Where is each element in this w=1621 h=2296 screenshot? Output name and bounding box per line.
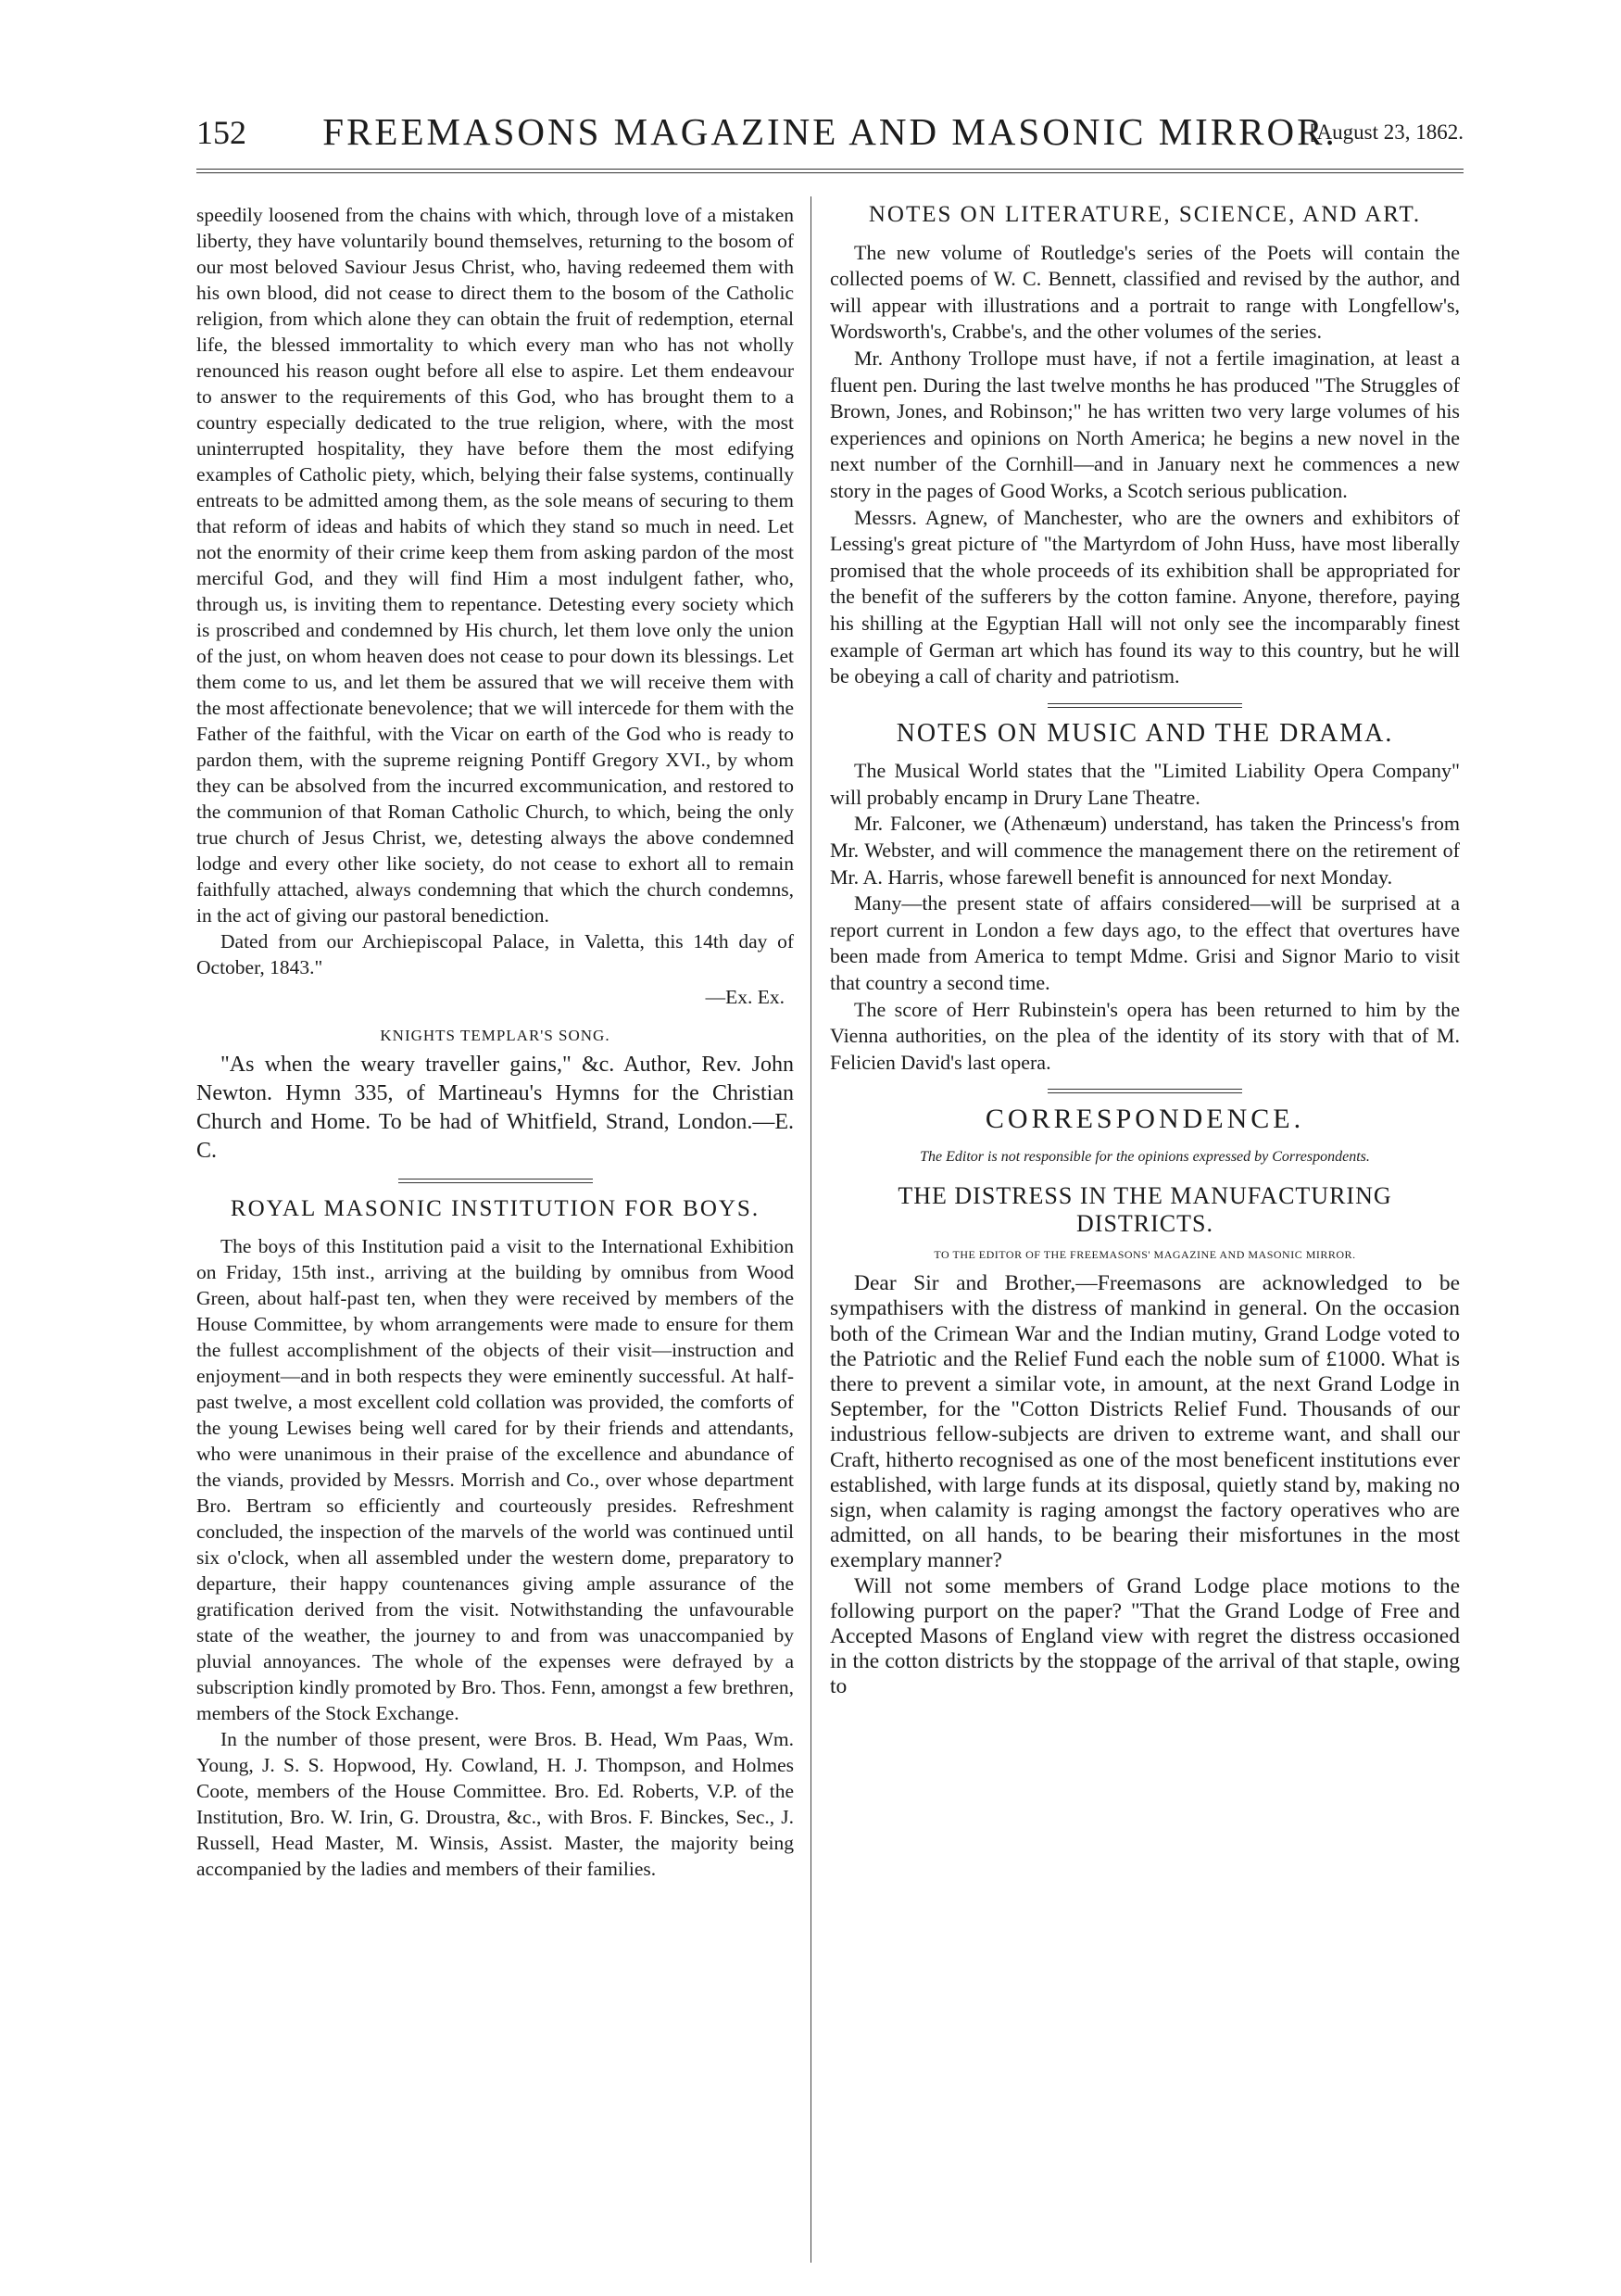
section-divider (1048, 703, 1242, 708)
music-title: NOTES ON MUSIC AND THE DRAMA. (896, 718, 1394, 748)
left-column (196, 202, 794, 1882)
rmi-title: ROYAL MASONIC INSTITUTION FOR BOYS. (230, 1196, 760, 1221)
music-paragraph-1: The Musical World states that the "Limited Liability Opera Company" will probably encamp in Drury Lane Theatre. (830, 759, 1460, 809)
music-paragraph-2: Mr. Falconer, we (Athenæum) understand, has taken the Princess's from Mr. Webster, and will commence the management there on the retirement of Mr. A. Harris, whose farewell benefit is announced for next Monday. (830, 812, 1460, 889)
literature-paragraph-2: Mr. Anthony Trollope must have, if not a fertile imagination, at least a fluent pen. During the last twelve months he has produced "The Struggles of Brown, Jones, and Robinson;" he has written two very large volumes of his experiences and opinions on North America; he begins a new novel in the next number of the Cornhill—and in January next he commences a new story in the pages of Good Works, a Scotch serious publication. (830, 346, 1460, 502)
pastoral-letter-dateline: Dated from our Archiepiscopal Palace, in Valetta, this 14th day of October, 1843." (196, 930, 794, 978)
music-paragraph-4: The score of Herr Rubinstein's opera has been returned to him by the Vienna authorities, on the plea of the identity of its story with that of M. Felicien David's last opera. (830, 997, 1460, 1074)
song-title: KNIGHTS TEMPLAR'S SONG. (380, 1027, 610, 1044)
letter-paragraph-1: Dear Sir and Brother,—Freemasons are acknowledged to be sympathisers with the distress of mankind in general. On the occasion both of the Crimean War and the Indian mutiny, Grand Lodge voted to the Patriotic and the Relief Fund each the noble sum of £1000. What is there to prevent a similar vote, in amount, at the next Grand Lodge in September, for the "Cotton Districts Relief Fund. Thousands of our industrious fellow-subjects are driven to extreme want, and shall our Craft, hitherto recognised as one of the most beneficent institutions ever established, with large funds at its disposal, quietly stand by, making no sign, when calamity is raging amongst the factory operatives who are admitted, on all hands, to be bearing their misfortunes in the most exemplary manner? (830, 1271, 1460, 1573)
page-header (196, 109, 1464, 161)
song-text: "As when the weary traveller gains," &c. Author, Rev. John Newton. Hymn 335, of Martineau's Hymns for the Christian Church and Home. To be had of Whitfield, Strand, London.—E. C. (196, 1053, 794, 1163)
section-divider (1048, 1089, 1242, 1093)
letter-address: TO THE EDITOR OF THE FREEMASONS' MAGAZINE AND MASONIC MIRROR. (934, 1247, 1356, 1261)
letter-paragraph-2: Will not some members of Grand Lodge place motions to the following purport on the paper? "That the Grand Lodge of Free and Accepted Masons of England view with regret the distress occasioned in the cotton districts by the stoppage of the arrival of that staple, owing to (830, 1573, 1460, 1699)
section-divider (398, 1179, 593, 1183)
music-paragraph-3: Many—the present state of affairs considered—will be surprised at a report current in London a few days ago, to the effect that overtures have been made from America to tempt Mdme. Grisi and Signor Mario to visit that country a second time. (830, 891, 1460, 995)
magazine-title: FREEMASONS MAGAZINE AND MASONIC MIRROR. (322, 110, 1338, 153)
page-number: 152 (196, 114, 246, 151)
correspondence-title: CORRESPONDENCE. (985, 1104, 1305, 1135)
rmi-paragraph-1: The boys of this Institution paid a visit to the International Exhibition on Friday, 15th inst., arriving at the building by omnibus from Wood Green, about half-past ten, when they were received by members of the House Committee, by whom arrangements were made to ensure for them the fullest accomplishment of the objects of their visit—instruction and enjoyment—and in both respects they were eminently successful. At half-past twelve, a most excellent cold collation was provided, the comforts of the young Lewises being well cared for by their friends and attendants, who were unanimous in their praise of the excellence and abundance of the viands, provided by Messrs. Morrish and Co., over whose department Bro. Bertram so efficiently and courteously presides. Refreshment concluded, the inspection of the marvels of the world was continued until six o'clock, when all assembled under the western dome, preparatory to departure, their happy countenances giving ample assurance of the gratification derived from the visit. Notwithstanding the unfavourable state of the weather, the journey to and from was unaccompanied by pluvial annoyances. The whole of the expenses were defrayed by a subscription kindly promoted by Bro. Thos. Fenn, amongst a few brethren, members of the Stock Exchange. (196, 1235, 794, 1724)
header-rule (196, 169, 1464, 173)
literature-title: NOTES ON LITERATURE, SCIENCE, AND ART. (868, 202, 1422, 227)
literature-paragraph-3: Messrs. Agnew, of Manchester, who are the owners and exhibitors of Lessing's great picture of "the Martyrdom of John Huss, have most liberally promised that the whole proceeds of its exhibition shall be appropriated for the benefit of the sufferers by the cotton famine. Anyone, therefore, paying his shilling at the Egyptian Hall will not only see the incomparably finest example of German art which has found its way to this country, but he will be obeying a call of charity and patriotism. (830, 505, 1460, 688)
issue-date: [August 23, 1862. (1309, 120, 1464, 144)
editor-disclaimer: The Editor is not responsible for the opinions expressed by Correspondents. (920, 1149, 1370, 1165)
rmi-paragraph-2: In the number of those present, were Bros. B. Head, Wm Paas, Wm. Young, J. S. S. Hopwood, Hy. Cowland, H. J. Thompson, and Holmes Coote, members of the House Committee. Bro. Ed. Roberts, V.P. of the Institution, Bro. W. Irin, G. Droustra, &c., with Bros. F. Binckes, Sec., J. Russell, Head Master, M. Winsis, Assist. Master, the majority being accompanied by the ladies and members of their families. (196, 1728, 794, 1880)
column-rule (810, 196, 811, 2263)
pastoral-letter-signature: —Ex. Ex. (705, 986, 785, 1008)
pastoral-letter-paragraph: speedily loosened from the chains with which, through love of a mistaken liberty, they have voluntarily bound themselves, returning to the bosom of our most beloved Saviour Jesus Christ, who, having redeemed them with his own blood, did not cease to direct them to the bosom of the Catholic religion, from which alone they can obtain the fruit of redemption, eternal life, the blessed immortality to which every man who has not wholly renounced his reason ought before all else to aspire. Let them endeavour to answer to the requirements of this God, who has brought them to a country especially dedicated to the true religion, where, with the most uninterrupted hospitality, they have before them the most edifying examples of Catholic piety, which, belying their false systems, continually entreats to be admitted among them, as the sole means of securing to them that reform of ideas and habits of which they stand so much in need. Let not the enormity of their crime keep them from asking pardon of the most merciful God, and they will find Him a most indulgent father, who, through us, is inviting them to repentance. Detesting every society which is proscribed and condemned by His church, let them love only the union of the just, on whom heaven does not cease to pour down its blessings. Let them come to us, and let them be assured that we will receive them with the most affectionate benevolence; that we will intercede for them with the Father of the faithful, with the Vicar on earth of the God who is ready to pardon them, with the supreme reigning Pontiff Gregory XVI., by whom they can be absolved from the incurred excommunication, and restored to the communion of that Roman Catholic Church, to which, being the only true church of Jesus Christ, we, detesting always the above condemned lodge and every other like society, do not cease to exhort all to remain faithfully attached, always condemning that which the church condemns, in the act of giving our pastoral benediction. (196, 204, 794, 927)
distress-article-title: THE DISTRESS IN THE MANUFACTURING DISTRICTS. (898, 1181, 1392, 1237)
literature-paragraph-1: The new volume of Routledge's series of the Poets will contain the collected poems of W. C. Bennett, classified and revised by the author, and will appear with illustrations and a portrait to range with Longfellow's, Wordsworth's, Crabbe's, and the other volumes of the series. (830, 240, 1460, 344)
right-column (830, 202, 1460, 1700)
